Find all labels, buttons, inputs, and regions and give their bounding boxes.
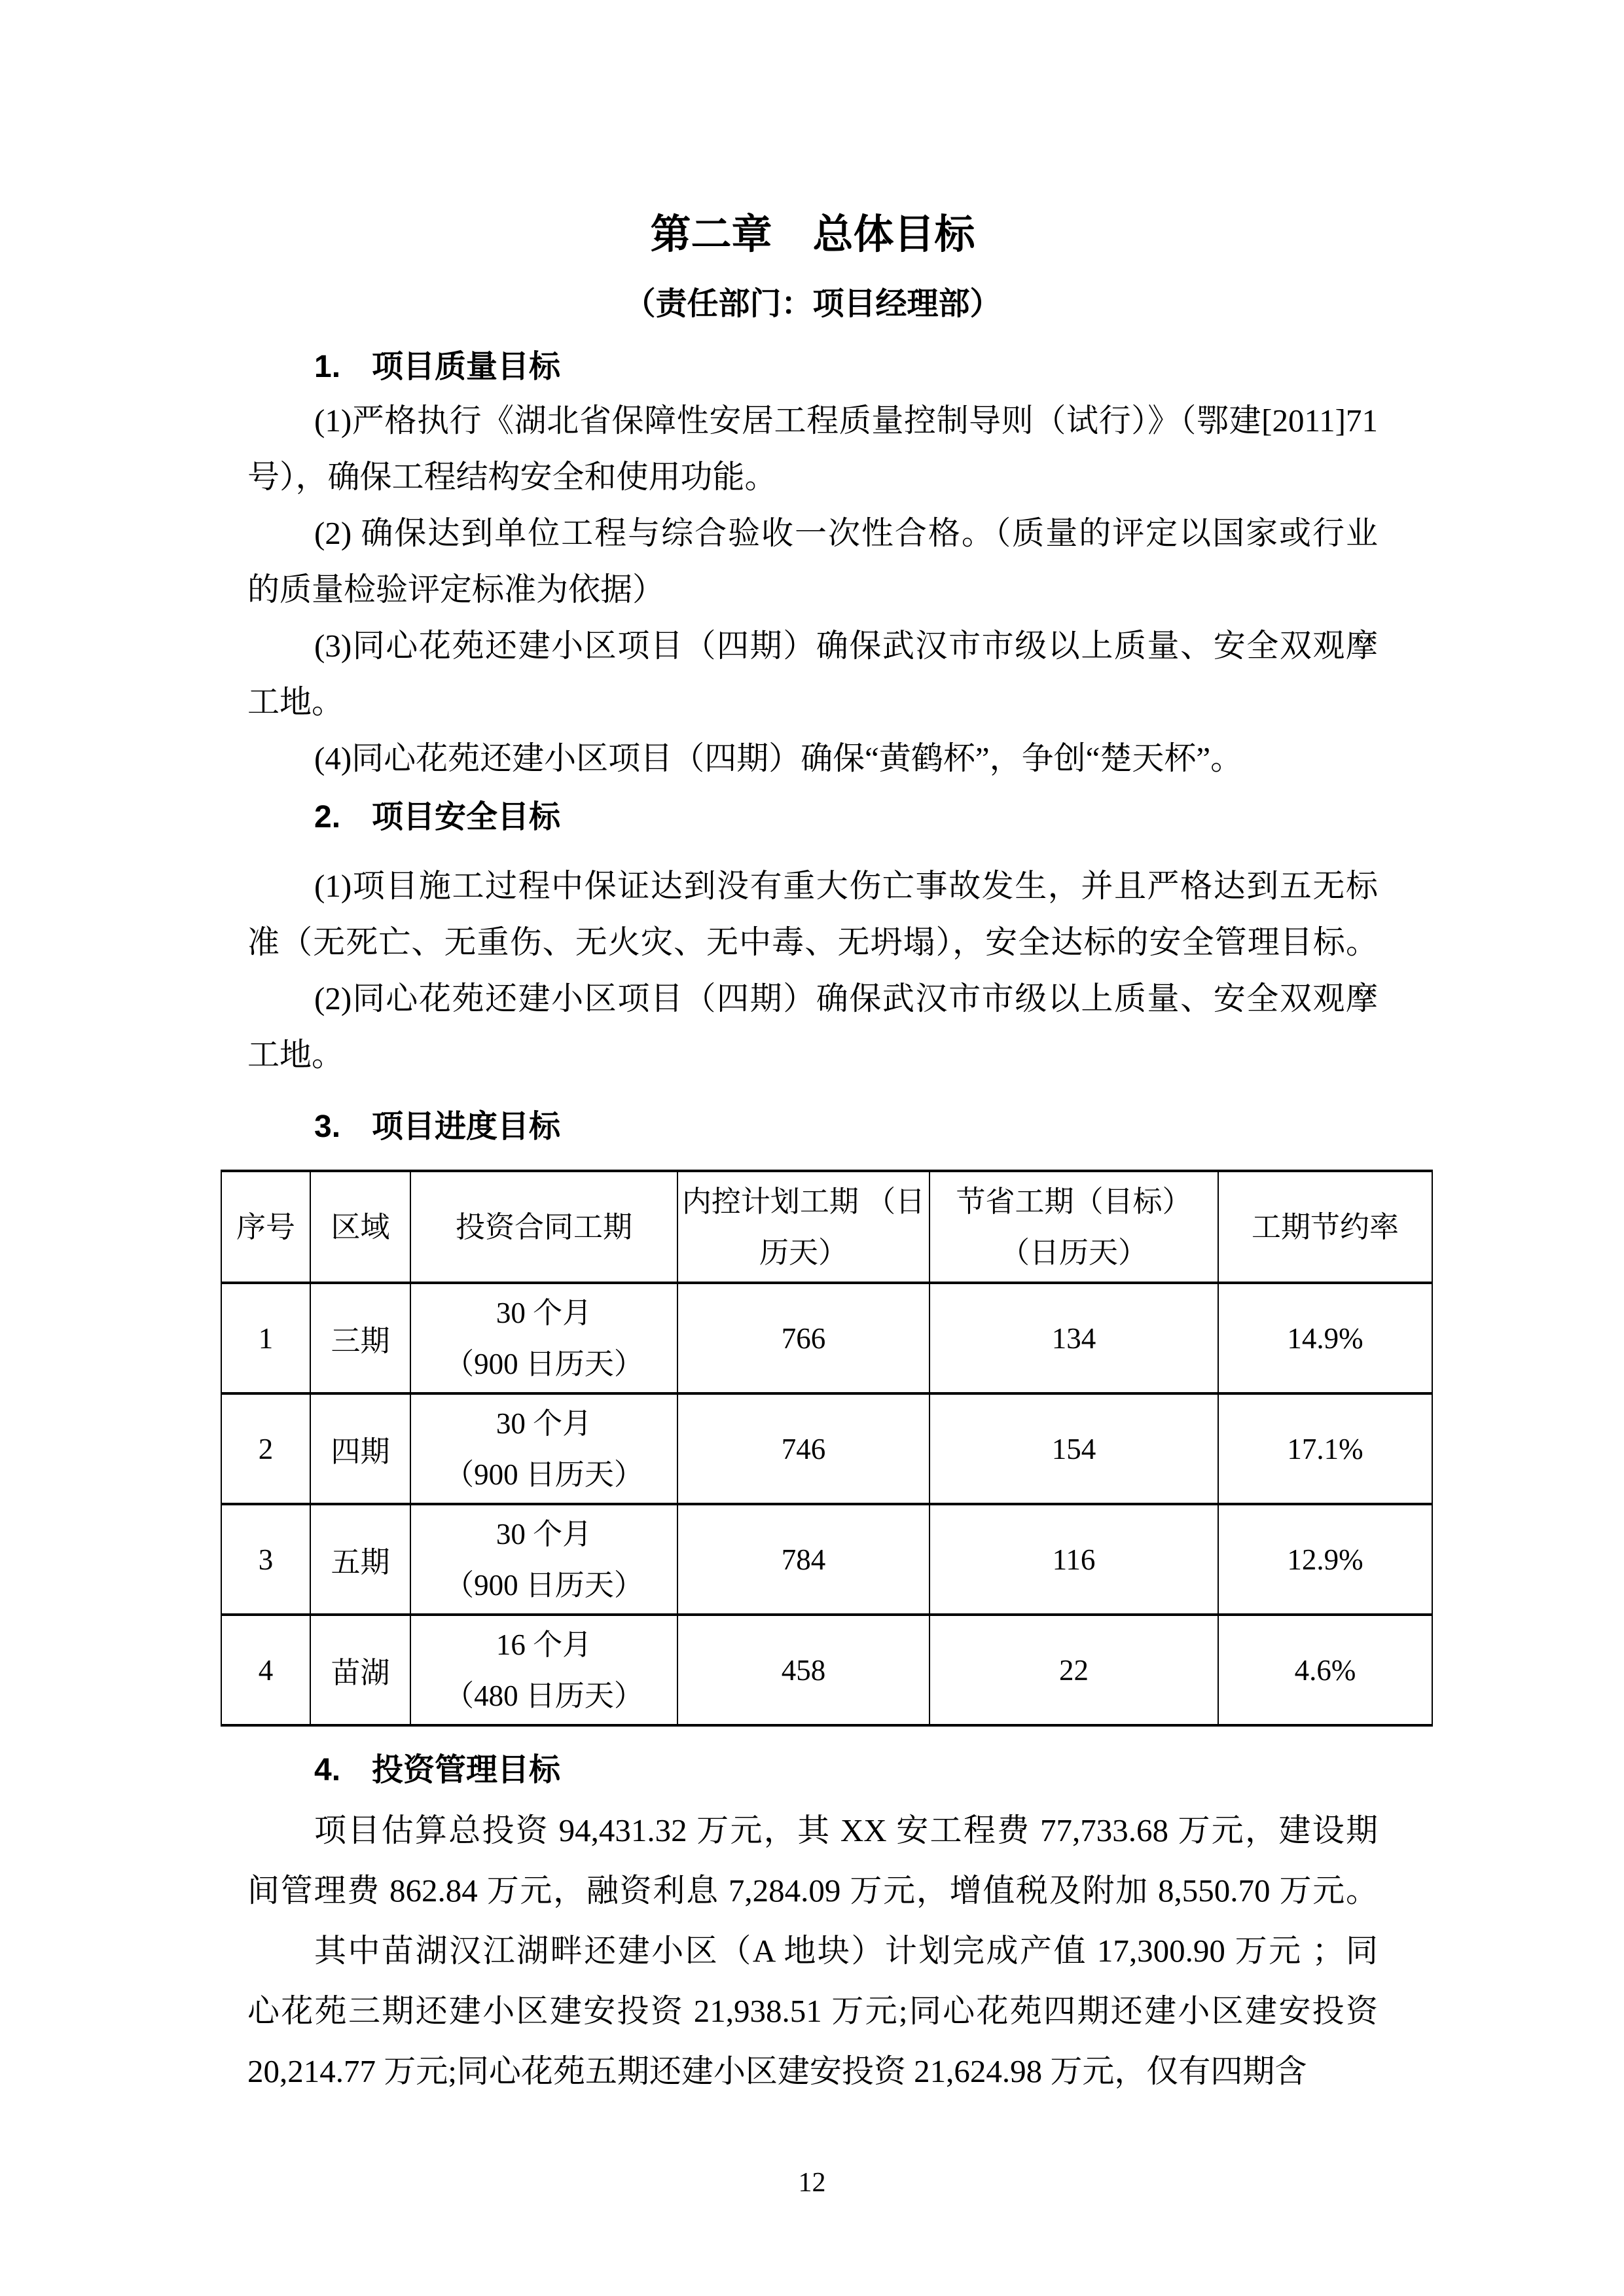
paragraph (247, 971, 1378, 1083)
header-text: 投资合同工期 (455, 1210, 632, 1244)
heading-investment-goal: 4. 投资管理目标 (314, 1753, 561, 1787)
header-text: 历天） (759, 1236, 848, 1269)
text-line: (4)同心花苑还建小区项目（四期）确保“黄鹤杯”，争创“楚天杯”。 (314, 740, 1243, 776)
paragraph (247, 858, 1378, 971)
cell-area: 三期 (310, 1283, 410, 1393)
header-cell-planned-duration (677, 1171, 929, 1283)
table-row (221, 1615, 1432, 1725)
cell-planned-duration: 746 (677, 1393, 929, 1504)
paragraph (247, 1921, 1378, 2102)
page-title: 第二章 总体目标 (650, 212, 975, 257)
header-cell-contract-duration (410, 1171, 677, 1283)
header-text: （日历天） (1000, 1236, 1147, 1269)
cell-text: 30 个月 (496, 1407, 592, 1440)
cell-saving-rate: 12.9% (1218, 1504, 1432, 1615)
cell-text: 30 个月 (496, 1517, 592, 1551)
cell-text: （480 日历天） (444, 1679, 643, 1712)
text-line: 其中苗湖汉江湖畔还建小区（A 地块）计划完成产值 17,300.90 万元 ；同 (314, 1933, 1378, 1969)
cell-planned-duration: 766 (677, 1283, 929, 1393)
cell-saving-rate: 4.6% (1218, 1615, 1432, 1725)
cell-saved-duration: 22 (929, 1615, 1218, 1725)
header-cell-index (221, 1171, 310, 1283)
text-line: 项目估算总投资 94,431.32 万元，其 XX 安工程费 77,733.68 万元，建设期 (314, 1812, 1378, 1848)
text-line: 准（无死亡、无重伤、无火灾、无中毒、无坍塌），安全达标的安全管理目标。 (247, 924, 1378, 960)
paragraph (247, 730, 1378, 787)
cell-saved-duration: 154 (929, 1393, 1218, 1504)
cell-index: 4 (221, 1615, 310, 1725)
document-content (236, 212, 1399, 2102)
cell-saved-duration: 116 (929, 1504, 1218, 1615)
header-cell-saving-rate (1218, 1171, 1432, 1283)
heading-safety-goal: 2. 项目安全目标 (314, 800, 561, 834)
subtitle: （责任部门：项目经理部） (624, 287, 1001, 321)
cell-text: 30 个月 (496, 1296, 592, 1329)
cell-planned-duration: 784 (677, 1504, 929, 1615)
text-line: (2) 确保达到单位工程与综合验收一次性合格。（质量的评定以国家或行业 (314, 515, 1378, 551)
cell-planned-duration: 458 (677, 1615, 929, 1725)
table-row (221, 1504, 1432, 1615)
cell-area: 四期 (310, 1393, 410, 1504)
cell-text: （900 日历天） (444, 1568, 643, 1602)
text-line: (1)严格执行《湖北省保障性安居工程质量控制导则（试行）》（鄂建[2011]71 (314, 403, 1378, 439)
paragraph (247, 393, 1378, 505)
text-line: (2)同心花苑还建小区项目（四期）确保武汉市市级以上质量、安全双观摩 (314, 980, 1378, 1016)
cell-area: 苗湖 (310, 1615, 410, 1725)
cell-index: 1 (221, 1283, 310, 1393)
cell-saving-rate: 17.1% (1218, 1393, 1432, 1504)
paragraph (247, 1801, 1378, 1921)
schedule-goal-table (221, 1170, 1433, 1727)
table-header-row (221, 1171, 1432, 1283)
header-cell-area (310, 1171, 410, 1283)
text-line: 号），确保工程结构安全和使用功能。 (247, 459, 777, 495)
cell-contract-duration (410, 1393, 677, 1504)
header-text: 区域 (331, 1210, 390, 1244)
heading-schedule-goal: 3. 项目进度目标 (314, 1109, 561, 1144)
paragraph (247, 618, 1378, 730)
cell-saved-duration: 134 (929, 1283, 1218, 1393)
header-text: 序号 (236, 1210, 295, 1244)
header-cell-saved-duration (929, 1171, 1218, 1283)
text-line: 工地。 (247, 1037, 344, 1073)
text-line: (1)项目施工过程中保证达到没有重大伤亡事故发生，并且严格达到五无标 (314, 868, 1378, 904)
page-number: 12 (798, 2168, 826, 2198)
cell-index: 2 (221, 1393, 310, 1504)
cell-text: （900 日历天） (444, 1458, 643, 1491)
table-row (221, 1283, 1432, 1393)
cell-text: 16 个月 (496, 1628, 592, 1661)
header-text: 工期节约率 (1251, 1210, 1399, 1244)
text-line: 的质量检验评定标准为依据） (247, 571, 665, 607)
text-line: 间管理费 862.84 万元，融资利息 7,284.09 万元，增值税及附加 8,550.70 万元。 (247, 1873, 1378, 1909)
cell-saving-rate: 14.9% (1218, 1283, 1432, 1393)
text-line: (3)同心花苑还建小区项目（四期）确保武汉市市级以上质量、安全双观摩 (314, 628, 1378, 664)
header-text: 内控计划工期 （日 (681, 1185, 926, 1218)
header-text: 节省工期（目标） (956, 1185, 1192, 1218)
text-line: 20,214.77 万元;同心花苑五期还建小区建安投资 21,624.98 万元，仅有四期含 (247, 2053, 1307, 2089)
cell-text: （900 日历天） (444, 1347, 643, 1380)
text-line: 心花苑三期还建小区建安投资 21,938.51 万元;同心花苑四期还建小区建安投资 (247, 1993, 1378, 2029)
cell-contract-duration (410, 1504, 677, 1615)
heading-quality-goal: 1. 项目质量目标 (314, 350, 561, 384)
paragraph (247, 505, 1378, 618)
cell-area: 五期 (310, 1504, 410, 1615)
cell-contract-duration (410, 1283, 677, 1393)
cell-index: 3 (221, 1504, 310, 1615)
text-line: 工地。 (247, 684, 344, 720)
table-row (221, 1393, 1432, 1504)
cell-contract-duration (410, 1615, 677, 1725)
